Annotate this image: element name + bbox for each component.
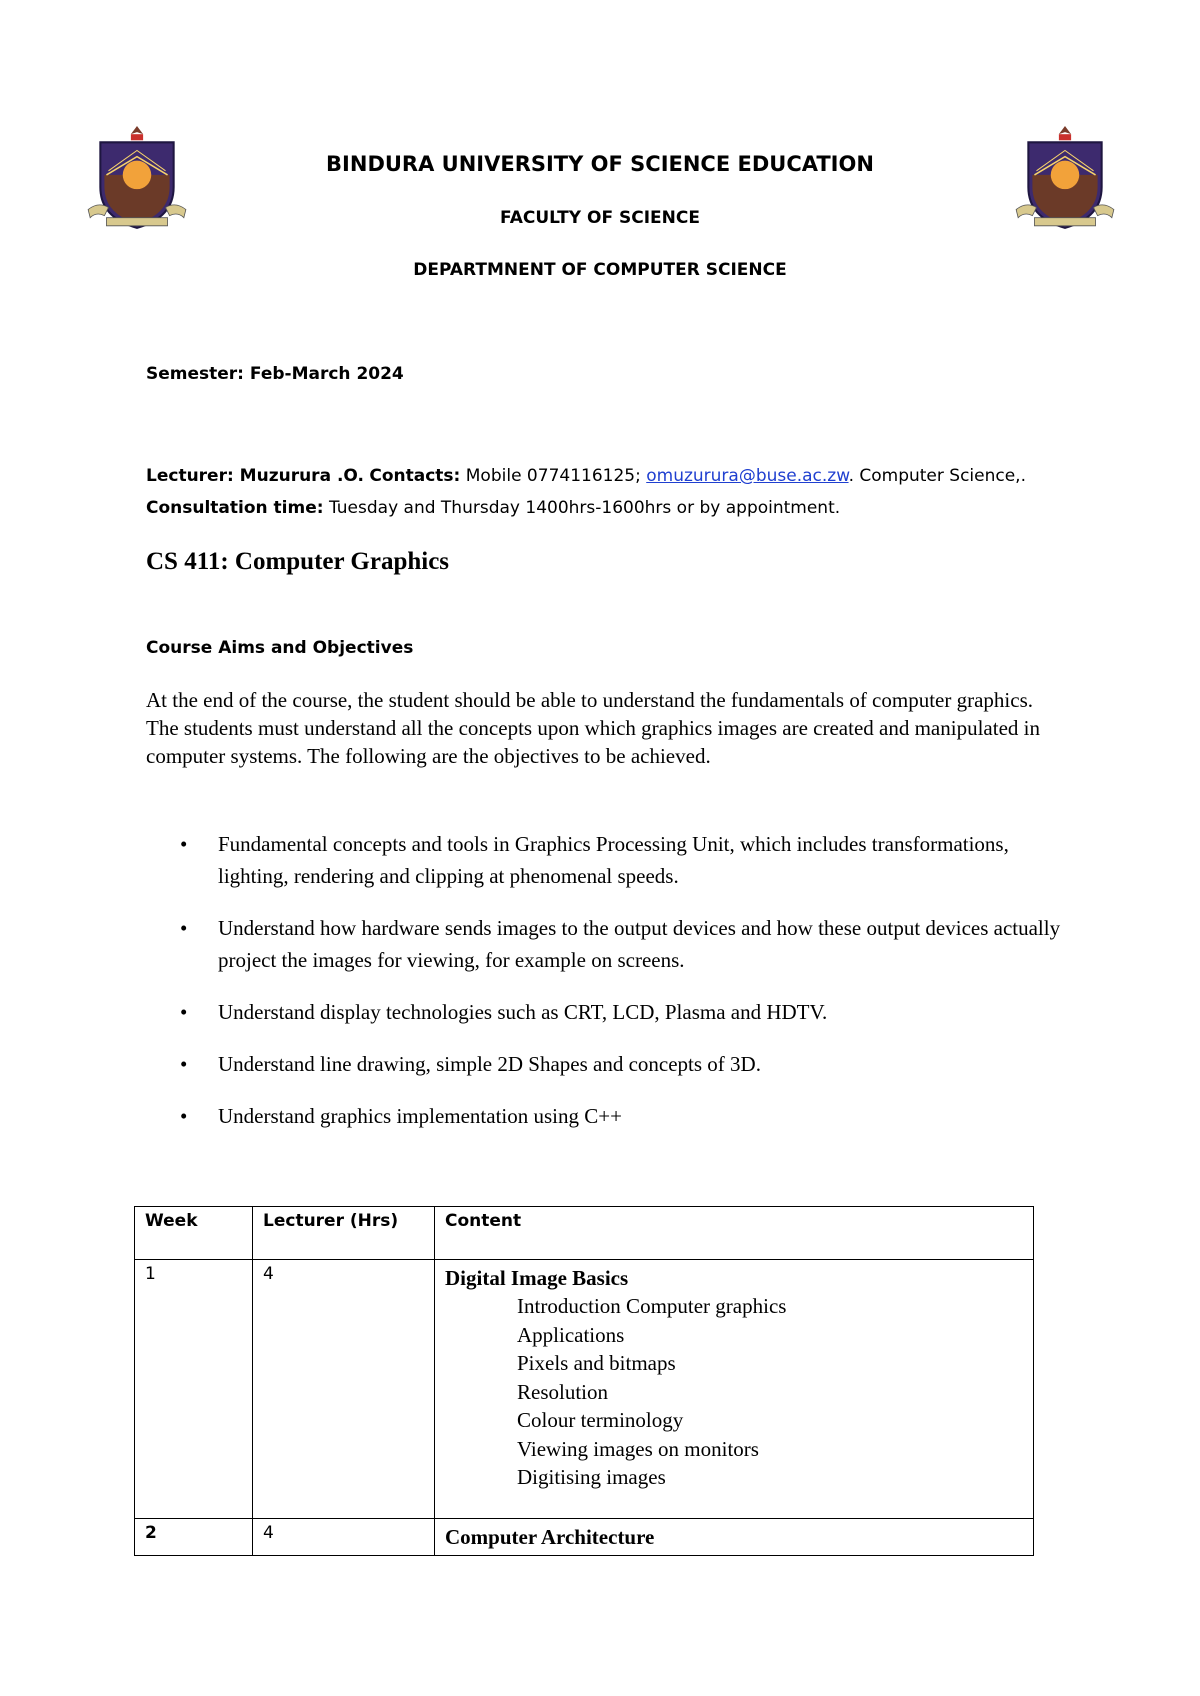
header-content: Content: [435, 1207, 1034, 1260]
consultation-line: [146, 498, 840, 518]
consultation-value: Tuesday and Thursday 1400hrs-1600hrs or by appointment.: [328, 498, 841, 518]
list-item: Digitising images: [517, 1465, 666, 1489]
list-item: [146, 1048, 1066, 1080]
content-cell: [435, 1260, 1034, 1519]
list-item: [146, 828, 1066, 892]
objective-text: Understand how hardware sends images to the output devices and how these output devices actually project the images for viewing, for example on screens.: [218, 916, 1061, 972]
lecturer-line: [146, 466, 1026, 486]
topic-title: Computer Architecture: [445, 1525, 655, 1549]
topic-title: Digital Image Basics: [445, 1266, 629, 1290]
email-link[interactable]: omuzurura@buse.ac.zw: [646, 466, 849, 486]
list-item: Viewing images on monitors: [517, 1436, 759, 1461]
bullet-icon: •: [180, 832, 188, 856]
list-item: [146, 912, 1066, 976]
table-header-row: [135, 1207, 1034, 1260]
list-item: Pixels and bitmaps: [517, 1351, 676, 1375]
list-item: Applications: [517, 1322, 625, 1347]
university-name: BINDURA UNIVERSITY OF SCIENCE EDUCATION: [326, 152, 874, 176]
semester-label: Semester: Feb-March 2024: [146, 364, 404, 384]
content-cell: [435, 1519, 1034, 1556]
table-row: [135, 1260, 1034, 1519]
aims-intro: At the end of the course, the student should be able to understand the fundamentals of computer graphics. The students must understand all the concepts upon which graphics images are created and manipulated in computer systems. The following are the objectives to be achieved.: [146, 688, 1040, 768]
objective-text: Understand graphics implementation using C++: [218, 1104, 622, 1128]
header-hours: Lecturer (Hrs): [253, 1207, 435, 1260]
lecturer-name: Lecturer: Muzurura .O.: [146, 466, 364, 486]
department-name: DEPARTMNENT OF COMPUTER SCIENCE: [413, 260, 787, 280]
faculty-name: FACULTY OF SCIENCE: [500, 208, 700, 228]
objective-text: Understand line drawing, simple 2D Shapes and concepts of 3D.: [218, 1052, 761, 1076]
list-item: [146, 996, 1066, 1028]
contacts-label: Contacts:: [369, 466, 461, 486]
list-item: [146, 1100, 1066, 1132]
objective-text: Fundamental concepts and tools in Graphics Processing Unit, which includes transformations, lighting, rendering and clipping at phenomenal speeds.: [218, 832, 1009, 888]
topic-list: [445, 1292, 1023, 1492]
mobile-number: Mobile 0774116125;: [465, 466, 641, 486]
hours-cell: 4: [253, 1519, 435, 1556]
objectives-list: [146, 828, 1066, 1152]
bullet-icon: •: [180, 1000, 188, 1024]
table-row: [135, 1519, 1034, 1556]
list-item: Introduction Computer graphics: [517, 1294, 787, 1318]
schedule-table: [134, 1206, 1034, 1556]
lecturer-department: . Computer Science,.: [848, 466, 1026, 486]
header-week: Week: [135, 1207, 253, 1260]
week-cell: 2: [135, 1519, 253, 1556]
week-cell: 1: [135, 1260, 253, 1519]
bullet-icon: •: [180, 1052, 188, 1076]
bullet-icon: •: [180, 916, 188, 940]
objective-text: Understand display technologies such as CRT, LCD, Plasma and HDTV.: [218, 1000, 828, 1024]
hours-cell: 4: [253, 1260, 435, 1519]
consultation-label: Consultation time:: [146, 498, 324, 518]
aims-heading: Course Aims and Objectives: [146, 638, 414, 658]
bullet-icon: •: [180, 1104, 188, 1128]
course-title: CS 411: Computer Graphics: [146, 548, 450, 575]
list-item: Resolution: [517, 1379, 609, 1404]
list-item: Colour terminology: [517, 1408, 684, 1432]
